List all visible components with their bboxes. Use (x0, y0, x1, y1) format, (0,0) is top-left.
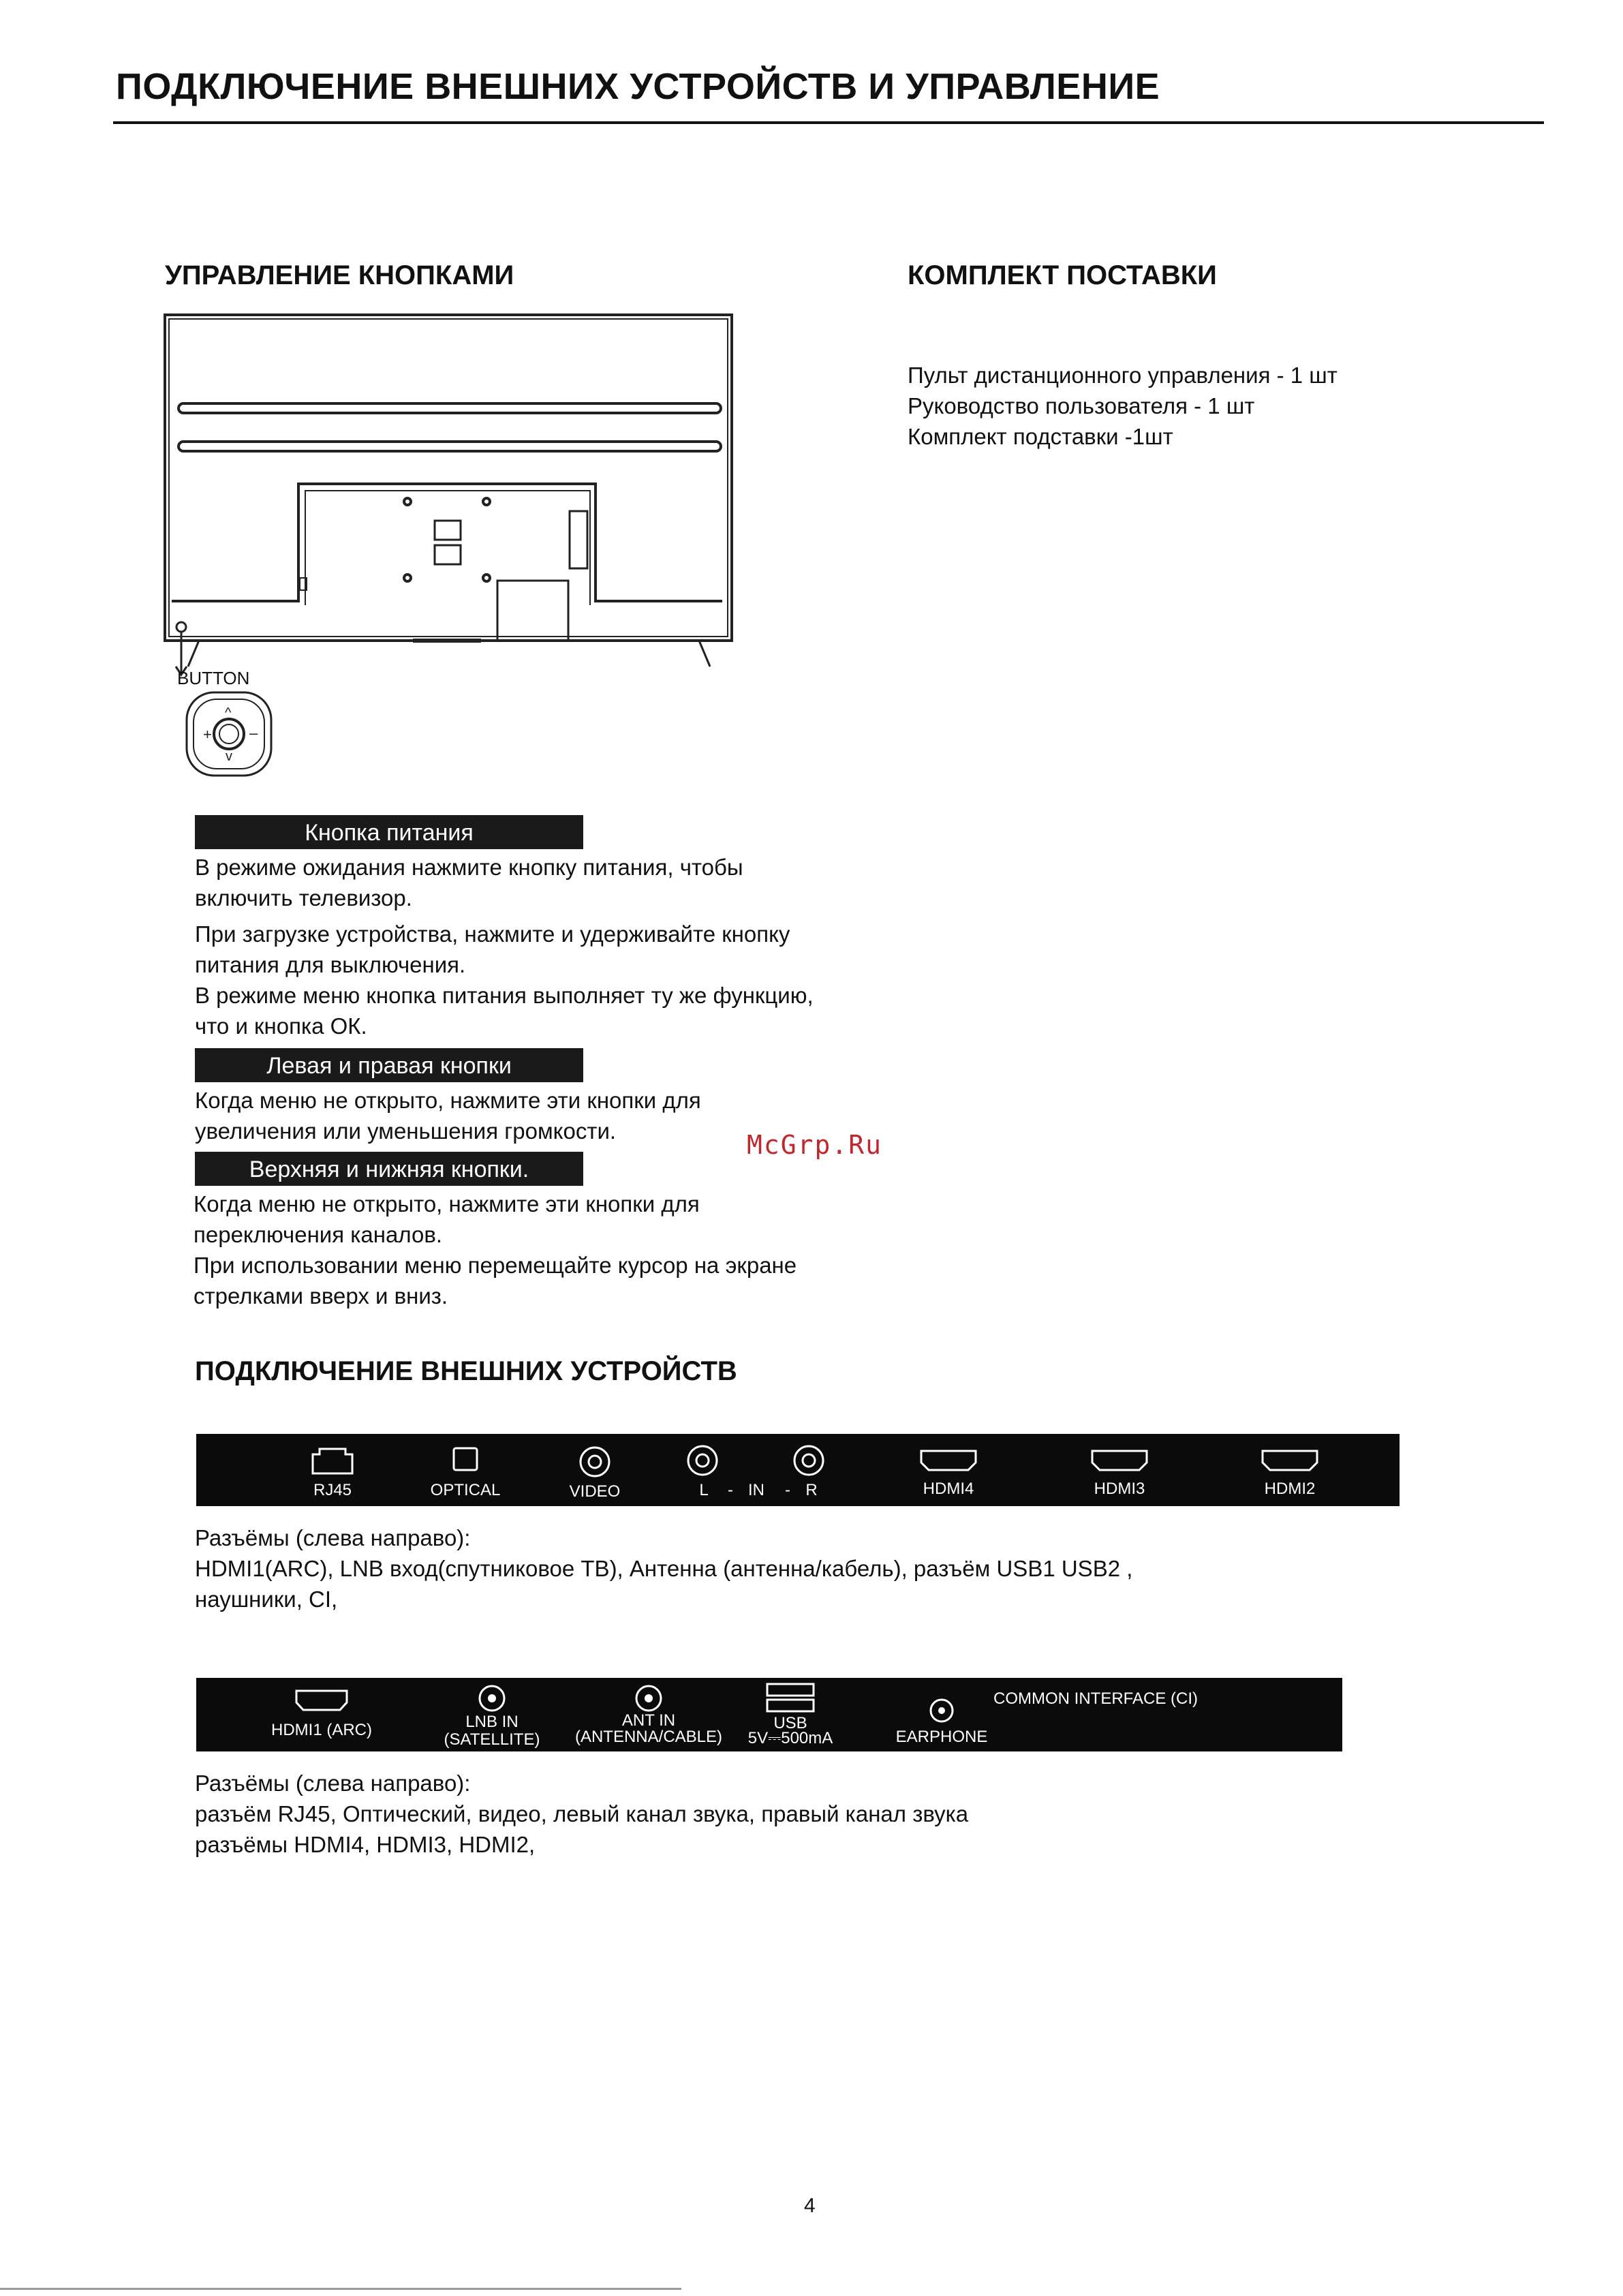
optical-port-icon (452, 1446, 479, 1472)
page-number: 4 (804, 2194, 816, 2217)
usb-label: USB (773, 1714, 807, 1732)
ant-cable-label: (ANTENNA/CABLE) (574, 1728, 723, 1746)
left-right-buttons-label: Левая и правая кнопки (195, 1048, 583, 1082)
package-item: Комплект подставки -1шт (908, 424, 1173, 449)
back-cover (172, 484, 722, 601)
usb-ports-icon (765, 1682, 816, 1713)
audio-in-label: IN (748, 1481, 764, 1499)
audio-r-label: R (805, 1481, 818, 1499)
connector-panel-1 (196, 1434, 1400, 1506)
rail-bottom (179, 442, 721, 451)
audio-right-port-icon (792, 1443, 826, 1478)
audio-dash-2: - (785, 1481, 790, 1499)
package-section-heading: КОМПЛЕКТ ПОСТАВКИ (908, 260, 1217, 290)
left-right-buttons-text: Когда меню не открыто, нажмите эти кнопки для увеличения или уменьшения громкости. (195, 1088, 701, 1144)
joystick-minus: – (249, 724, 258, 741)
hdmi1-arc-port-icon (294, 1689, 349, 1712)
joystick-plus: + (203, 726, 212, 743)
earphone-port-icon (928, 1697, 955, 1724)
connector-description-1: Разъёмы (слева направо): HDMI1(ARC), LNB вход(спутниковое ТВ), Антенна (антенна/кабель), разъём USB1 USB2 , наушники, CI, (195, 1525, 1133, 1612)
rj45-label: RJ45 (313, 1481, 352, 1499)
tv-back-diagram (161, 312, 737, 680)
usb-power-label: 5V⎓500mA (747, 1729, 833, 1747)
joystick-button-icon (184, 690, 307, 778)
joystick-up: ^ (225, 705, 232, 720)
package-item: Пульт дистанционного управления - 1 шт (908, 363, 1338, 388)
ant-in-label: ANT IN (621, 1711, 676, 1730)
package-item: Руководство пользователя - 1 шт (908, 393, 1255, 418)
page-title: ПОДКЛЮЧЕНИЕ ВНЕШНИХ УСТРОЙСТВ И УПРАВЛЕНИЕ (116, 66, 1160, 107)
hdmi2-port-icon (1261, 1449, 1319, 1472)
footer-line (0, 2288, 681, 2290)
earphone-label: EARPHONE (895, 1728, 988, 1746)
title-underline (113, 121, 1544, 124)
audio-dash-1: - (728, 1481, 733, 1499)
lnb-in-label: LNB IN (465, 1713, 519, 1731)
tv-frame (165, 315, 732, 641)
lnb-satellite-label: (SATELLITE) (444, 1730, 540, 1749)
hdmi4-port-icon (919, 1449, 978, 1472)
power-button-label: Кнопка питания (195, 815, 583, 849)
hdmi3-port-icon (1090, 1449, 1149, 1472)
watermark: McGrp.Ru (747, 1130, 883, 1160)
common-interface-label: COMMON INTERFACE (CI) (993, 1689, 1198, 1708)
lnb-in-port-icon (477, 1683, 507, 1713)
connector-panel-2 (196, 1678, 1342, 1751)
up-down-buttons-label: Верхняя и нижняя кнопки. (195, 1152, 583, 1186)
audio-left-port-icon (685, 1443, 720, 1478)
hdmi4-label: HDMI4 (923, 1480, 974, 1498)
hdmi3-label: HDMI3 (1094, 1480, 1145, 1498)
video-port-icon (578, 1445, 612, 1479)
connector-description-2: Разъёмы (слева направо): разъём RJ45, Оптический, видео, левый канал звука, правый канал звука разъёмы HDMI4, HDMI3, HDMI2, (195, 1771, 969, 1857)
video-label: VIDEO (569, 1482, 621, 1501)
connections-section-heading: ПОДКЛЮЧЕНИЕ ВНЕШНИХ УСТРОЙСТВ (195, 1356, 737, 1386)
joystick-down: v (226, 749, 232, 764)
rail-top (179, 403, 721, 413)
audio-l-label: L (699, 1481, 709, 1499)
buttons-section-heading: УПРАВЛЕНИЕ КНОПКАМИ (165, 260, 514, 290)
optical-label: OPTICAL (430, 1481, 501, 1499)
ant-in-port-icon (634, 1683, 664, 1713)
power-button-text: В режиме ожидания нажмите кнопку питания, чтобы включить телевизор. При загрузке устройства, нажмите и удерживайте кнопку питания для выключения. В режиме меню кнопка питания выполняет ту же функцию, что и кнопка ОК. (195, 855, 814, 1039)
hdmi1-arc-label: HDMI1 (ARC) (271, 1721, 372, 1739)
button-location-icon (176, 622, 186, 632)
button-caption: BUTTON (177, 668, 250, 688)
rj45-port-icon (310, 1445, 355, 1475)
package-list (908, 360, 1338, 452)
hdmi2-label: HDMI2 (1264, 1480, 1316, 1498)
up-down-buttons-text: Когда меню не открыто, нажмите эти кнопки для переключения каналов. При использовании меню перемещайте курсор на экране стрелками вверх и вниз. (194, 1191, 797, 1308)
